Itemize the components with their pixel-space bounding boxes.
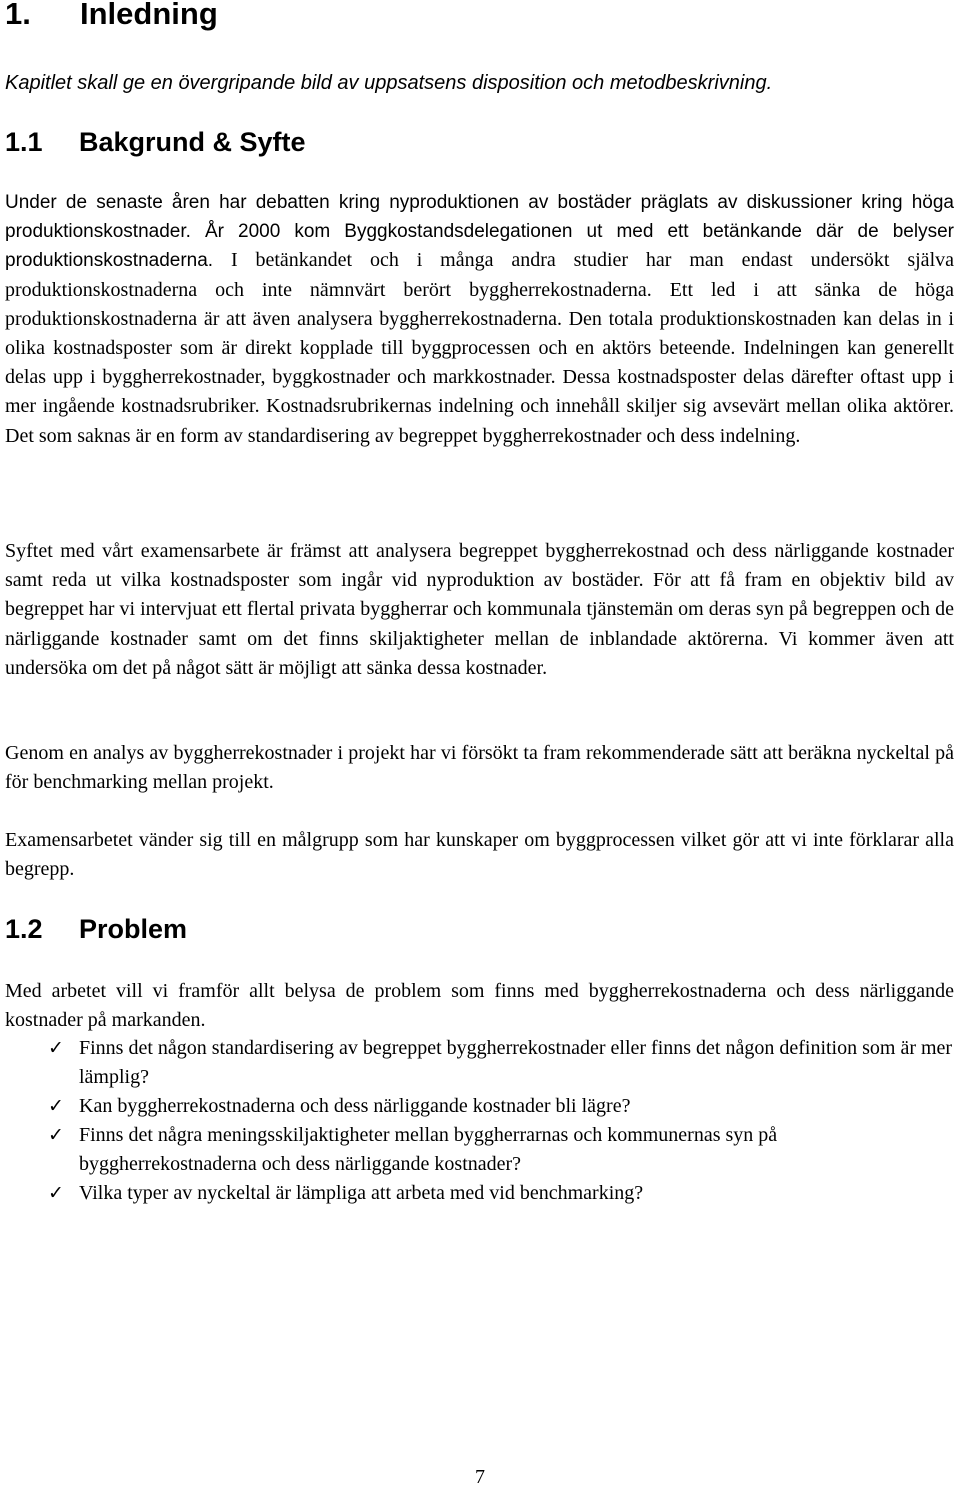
audience-paragraph: Examensarbetet vänder sig till en målgrupp som har kunskaper om byggprocessen vilket gör att vi inte förklarar alla begrepp. bbox=[5, 829, 954, 881]
checkmark-icon: ✓ bbox=[48, 1037, 64, 1059]
background-paragraph-part1: Under de senaste åren har debatten kring nyproduktionen av bostäder präglats av diskussioner kring höga produktionskostnader. År 2000 kom Byggkostandsdelegationen ut med ett betänkande där de belyser produktionskostnaderna. bbox=[5, 192, 954, 272]
checkmark-icon: ✓ bbox=[48, 1095, 64, 1117]
chapter-heading bbox=[5, 0, 218, 32]
list-item bbox=[5, 1092, 954, 1121]
section-heading-1-2 bbox=[5, 913, 187, 945]
list-item bbox=[5, 1179, 954, 1208]
section-heading-1-1 bbox=[5, 126, 306, 158]
problem-questions-list bbox=[5, 1034, 954, 1208]
question-text: Vilka typer av nyckeltal är lämpliga att arbeta med vid benchmarking? bbox=[79, 1182, 644, 1204]
question-text: Kan byggherrekostnaderna och dess närliggande kostnader bli lägre? bbox=[79, 1095, 631, 1117]
purpose-paragraph: Syftet med vårt examensarbete är främst att analysera begreppet byggherrekostnad och dess närliggande kostnader samt reda ut vilka kostnadsposter som ingår vid nyproduktion av bostäder. För att få fram en objektiv bild av begreppet har vi intervjuat ett flertal privata byggherrar och kommunala tjänstemän om deras syn på begreppen och de närliggande kostnader samt om det finns skiljaktigheter mellan de inblandade aktörerna. Vi kommer även att undersöka om det på något sätt är möjligt att sänka dessa kostnader. bbox=[5, 540, 954, 679]
problem-paragraph: Med arbetet vill vi framför allt belysa de problem som finns med byggherrekostnaderna och dess närliggande kostnader på markanden. bbox=[5, 980, 954, 1032]
chapter-intro: Kapitlet skall ge en övergripande bild av uppsatsens disposition och metodbeskrivning. bbox=[5, 72, 773, 94]
chapter-number: 1. bbox=[5, 0, 31, 31]
background-paragraph-part2: I betänkandet och i många andra studier har man endast undersökt själva produktionskostnaderna och inte nämnvärt berört byggherrekostnaderna. Ett led i att sänka de höga produktionskostnaderna är att även analysera byggherrekostnaderna. Den totala produktionskostnaden kan delas in i olika kostnadsposter som är direkt kopplade till byggprocessen och en aktörs beteende. Indelningen kan generellt delas upp i byggherrekostnader, byggkostnader och markkostnader. Dessa kostnadsposter delas därefter oftast upp i mer ingående kostnadsrubriker. Kostnadsrubrikernas indelning och innehåll skiljer sig avsevärt mellan olika aktörer. Det som saknas är en form av standardisering av begreppet byggherrekostnader och dess indelning. bbox=[5, 249, 954, 447]
section-number: 1.2 bbox=[5, 914, 43, 944]
checkmark-icon: ✓ bbox=[48, 1124, 64, 1146]
section-number: 1.1 bbox=[5, 127, 43, 157]
list-item bbox=[5, 1121, 954, 1179]
chapter-title: Inledning bbox=[80, 0, 218, 31]
question-text: Finns det några meningsskiljaktigheter mellan byggherrarnas och kommunernas syn på byggherrekostnaderna och dess närliggande kostnader? bbox=[79, 1124, 778, 1175]
section-title: Bakgrund & Syfte bbox=[79, 127, 306, 157]
checkmark-icon: ✓ bbox=[48, 1182, 64, 1204]
background-paragraph bbox=[5, 188, 954, 451]
question-text: Finns det någon standardisering av begreppet byggherrekostnader eller finns det någon definition som är mer lämplig? bbox=[79, 1037, 953, 1088]
section-title: Problem bbox=[79, 914, 188, 944]
page-number: 7 bbox=[475, 1466, 485, 1488]
list-item bbox=[5, 1034, 954, 1092]
analysis-paragraph: Genom en analys av byggherrekostnader i projekt har vi försökt ta fram rekommenderade sätt att beräkna nyckeltal på för benchmarking mellan projekt. bbox=[5, 742, 954, 794]
